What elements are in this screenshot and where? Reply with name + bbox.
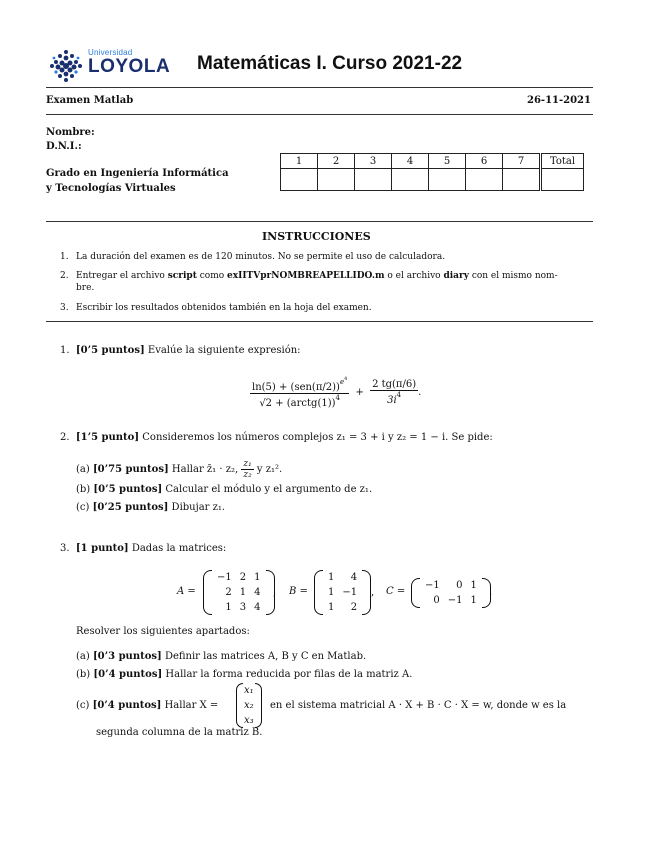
q1-num1-exp: e — [339, 378, 345, 386]
page-title: Matemáticas I. Curso 2021-22 — [197, 53, 463, 74]
score-header-3: 3 — [355, 154, 392, 169]
score-header-7: 7 — [503, 154, 541, 169]
instruction-number: 2. — [60, 271, 69, 281]
item-text: Hallar z̄₁ · z₂, — [171, 464, 239, 475]
item-label: (a) — [76, 651, 90, 662]
score-cell — [466, 169, 503, 191]
item-label: (a) — [76, 464, 90, 475]
score-header-5: 5 — [429, 154, 466, 169]
q1-num2: 2 tg(π/6) — [372, 379, 417, 390]
question-text: Consideremos los números complejos z₁ = 3 + i y z₂ = 1 − i. Se pide: — [142, 432, 493, 443]
score-header-2: 2 — [318, 154, 355, 169]
instruction-bold: script — [167, 271, 197, 281]
university-logo — [48, 46, 173, 86]
exam-label: Examen Matlab — [46, 95, 134, 106]
instruction-item — [60, 270, 595, 294]
q2-item-c — [76, 502, 225, 513]
instruction-text: con el mismo nom- — [468, 271, 558, 281]
q1-den1: √2 + (arctg(1)) — [259, 398, 336, 409]
q1-fraction-1 — [250, 376, 349, 409]
item-text: Calcular el módulo y el argumento de z₁. — [165, 484, 373, 495]
item-points: [0’3 puntos] — [92, 651, 162, 662]
degree-line1: Grado en Ingeniería Informática — [46, 168, 229, 179]
vector-x-cell: x₃ — [244, 715, 254, 726]
q1-den2: 3i — [387, 395, 397, 406]
matrix-a-cell: 4 — [254, 587, 261, 598]
matrix-b-cell: 1 — [328, 587, 335, 598]
instruction-text: La duración del examen es de 120 minutos. No se permite el uso de calculadora. — [76, 252, 446, 262]
question-1 — [60, 345, 301, 356]
matrix-c-label: C = — [386, 586, 406, 597]
instruction-number: 1. — [60, 252, 69, 262]
score-header-6: 6 — [466, 154, 503, 169]
matrix-a-cell: 2 — [239, 572, 247, 583]
matrix-c-cell: 0 — [433, 595, 440, 606]
question-points: [1 punto] — [75, 543, 129, 554]
matrix-a — [203, 570, 275, 615]
item-text: Definir las matrices A, B y C en Matlab. — [164, 651, 367, 662]
item-label: (b) — [76, 669, 91, 680]
score-cell — [503, 169, 541, 191]
q1-den2-exp: 4 — [396, 391, 402, 399]
q2-fraction — [241, 459, 253, 480]
q3-item-c-text: segunda columna de la matriz B. — [96, 727, 263, 738]
logo-big-text: LOYOLA — [88, 56, 171, 77]
q1-num1-exp2: 4 — [344, 376, 348, 382]
q2-frac-num: z₁ — [243, 459, 252, 469]
score-cell — [281, 169, 318, 191]
question-number: 2. — [60, 432, 70, 443]
q2-item-a — [76, 459, 282, 480]
matrix-c-cell: −1 — [425, 580, 440, 591]
instruction-text: Entregar el archivo — [76, 271, 168, 281]
q1-end: . — [418, 387, 422, 398]
matrix-b-cell: 1 — [328, 602, 335, 613]
matrix-a-cell: 1 — [254, 572, 261, 583]
matrix-b — [314, 570, 371, 615]
question-number: 3. — [60, 543, 70, 554]
score-header-1: 1 — [281, 154, 318, 169]
vector-x — [236, 683, 262, 728]
instruction-bold: exIITVprNOMBREAPELLIDO.m — [227, 271, 385, 281]
matrix-b-cell: 2 — [350, 602, 358, 613]
q3-item-a — [76, 651, 366, 662]
matrix-b-cell: 4 — [350, 572, 358, 583]
matrix-c-cell: −1 — [447, 595, 463, 606]
item-points: [0’5 puntos] — [93, 484, 163, 495]
q3-item-b — [76, 669, 412, 680]
matrix-c-cell: 1 — [470, 580, 477, 591]
name-label: Nombre: — [46, 127, 95, 138]
score-cell-total — [541, 169, 584, 191]
score-table — [280, 153, 584, 191]
matrix-b-cell: −1 — [342, 587, 358, 598]
divider — [46, 114, 593, 115]
matrix-a-cell: 3 — [239, 602, 247, 613]
q3-item-c — [76, 700, 218, 711]
instruction-number: 3. — [60, 303, 69, 313]
q1-den1-exp: 4 — [335, 394, 340, 402]
item-text: Dibujar z₁. — [171, 502, 226, 513]
q2-frac-den: z₂ — [243, 470, 252, 480]
question-2 — [60, 432, 493, 443]
score-header-total: Total — [541, 154, 584, 169]
q1-plus: + — [355, 387, 364, 398]
q2-item-b — [76, 484, 372, 495]
logo-small-text: Universidad — [88, 48, 133, 57]
matrix-c-cell: 1 — [470, 595, 477, 606]
matrix-a-cell: 4 — [254, 602, 261, 613]
item-points: [0’25 puntos] — [92, 502, 169, 513]
question-text: Evalúe la siguiente expresión: — [147, 345, 301, 356]
item-label: (b) — [76, 484, 91, 495]
q1-expression — [250, 376, 421, 409]
q1-fraction-2 — [370, 379, 418, 406]
degree-line2: y Tecnologías Virtuales — [46, 183, 176, 194]
item-points: [0’75 puntos] — [92, 464, 169, 475]
matrix-a-cell: −1 — [217, 572, 232, 583]
instruction-item — [60, 251, 595, 263]
q1-num1: ln(5) + (sen(π/2)) — [252, 382, 340, 393]
instruction-bold: diary — [443, 271, 469, 281]
instruction-text: como — [196, 271, 228, 281]
instruction-text: bre. — [76, 283, 95, 293]
question-3 — [60, 543, 226, 554]
item-text: Hallar X = — [164, 700, 219, 711]
instruction-text: o el archivo — [384, 271, 444, 281]
question-text: Dadas la matrices: — [131, 543, 227, 554]
item-label: (c) — [76, 700, 90, 711]
item-text: Hallar la forma reducida por filas de la matriz A. — [165, 669, 413, 680]
matrix-c — [411, 578, 491, 608]
divider — [46, 221, 593, 222]
matrix-b-cell: 1 — [328, 572, 335, 583]
logo-dots-icon — [48, 48, 84, 84]
item-points: [0’4 puntos] — [93, 669, 163, 680]
matrix-c-cell: 0 — [456, 580, 463, 591]
q3-resolve: Resolver los siguientes apartados: — [76, 626, 250, 637]
score-cell — [429, 169, 466, 191]
separator: , — [273, 587, 277, 598]
period: . — [489, 587, 493, 598]
vector-x-cell: x₁ — [244, 685, 254, 696]
item-points: [0’4 puntos] — [92, 700, 162, 711]
score-cell — [392, 169, 429, 191]
instruction-item — [60, 302, 595, 314]
instruction-text: Escribir los resultados obtenidos también en la hoja del examen. — [76, 303, 372, 313]
question-points: [0’5 puntos] — [75, 345, 145, 356]
instructions-heading: INSTRUCCIONES — [262, 230, 371, 243]
score-cell — [318, 169, 355, 191]
divider — [46, 87, 593, 88]
question-points: [1’5 punto] — [75, 432, 140, 443]
score-cell — [355, 169, 392, 191]
q3-item-c-text: en el sistema matricial A · X + B · C · X = w, donde w es la — [270, 700, 567, 711]
vector-x-cell: x₂ — [244, 700, 254, 711]
matrix-a-cell: 1 — [225, 602, 232, 613]
matrix-a-label: A = — [177, 586, 196, 597]
item-text: y z₁². — [256, 464, 283, 475]
matrix-a-cell: 2 — [225, 587, 232, 598]
matrix-b-label: B = — [289, 586, 308, 597]
score-header-4: 4 — [392, 154, 429, 169]
question-number: 1. — [60, 345, 70, 356]
separator: , — [371, 587, 375, 598]
divider — [46, 321, 593, 322]
exam-date: 26-11-2021 — [527, 95, 591, 106]
item-label: (c) — [76, 502, 90, 513]
dni-label: D.N.I.: — [46, 141, 82, 152]
matrix-a-cell: 1 — [239, 587, 247, 598]
